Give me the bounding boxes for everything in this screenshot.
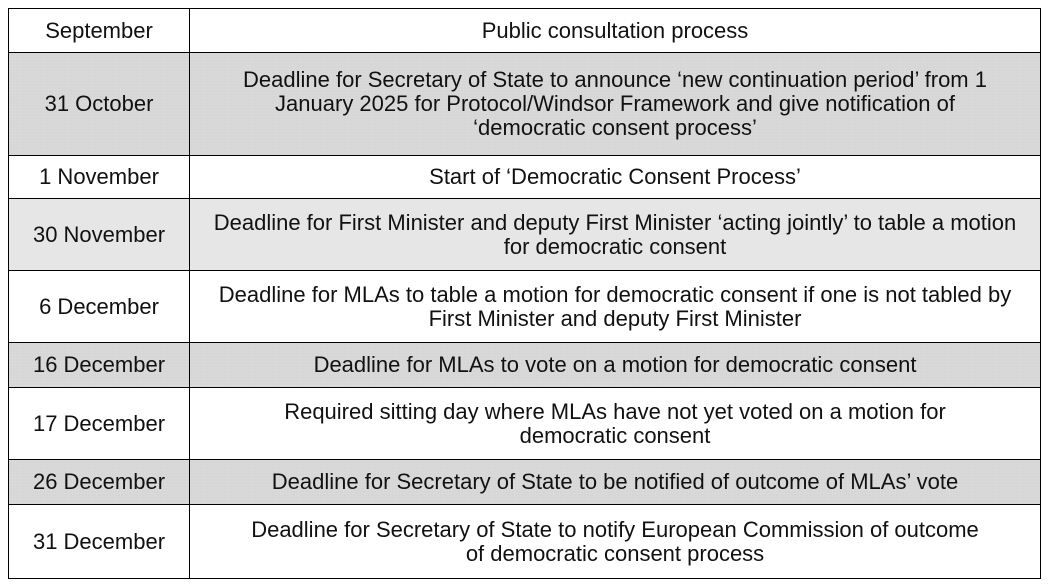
- table-row-16-december: [9, 343, 1041, 388]
- date-cell: 31 December: [9, 505, 190, 579]
- table-row-september: [9, 9, 1041, 53]
- table-row-26-december: [9, 460, 1041, 505]
- event-cell: [190, 53, 1041, 156]
- event-cell: Deadline for MLAs to vote on a motion for democratic consent: [190, 343, 1041, 388]
- table-row-17-december: [9, 388, 1041, 460]
- event-cell: [190, 271, 1041, 343]
- table-row-6-december: [9, 271, 1041, 343]
- event-cell: Deadline for First Minister and deputy First Minister ‘acting jointly’ to table a motion for democratic consent: [190, 199, 1041, 271]
- democratic-consent-timeline-table: [8, 8, 1041, 579]
- date-cell: 31 October: [9, 53, 190, 156]
- event-text: Deadline for Secretary of State to announce ‘new continuation period’ from 1 January 2025 for Protocol/Windsor Framework and give notification of ‘democratic consent process’: [243, 67, 987, 140]
- event-text: Deadline for Secretary of State to notify European Commission of outcome of democratic consent process: [251, 516, 979, 566]
- date-cell: 30 November: [9, 199, 190, 271]
- event-cell: [190, 388, 1041, 460]
- event-cell: [190, 505, 1041, 579]
- date-cell: 1 November: [9, 156, 190, 199]
- event-cell: Public consultation process: [190, 9, 1041, 53]
- date-cell: 16 December: [9, 343, 190, 388]
- event-text: Deadline for MLAs to table a motion for democratic consent if one is not tabled by First Minister and deputy First Minister: [218, 281, 1012, 331]
- event-cell: Deadline for Secretary of State to be notified of outcome of MLAs’ vote: [190, 460, 1041, 505]
- date-cell: 26 December: [9, 460, 190, 505]
- event-text: Required sitting day where MLAs have not yet voted on a motion for democratic consent: [284, 398, 946, 448]
- date-cell: 17 December: [9, 388, 190, 460]
- date-cell: September: [9, 9, 190, 53]
- date-cell: 6 December: [9, 271, 190, 343]
- table-row-31-october: [9, 53, 1041, 156]
- event-cell: Start of ‘Democratic Consent Process’: [190, 156, 1041, 199]
- table-row-1-november: [9, 156, 1041, 199]
- table-row-31-december: [9, 505, 1041, 579]
- table-row-30-november: [9, 199, 1041, 271]
